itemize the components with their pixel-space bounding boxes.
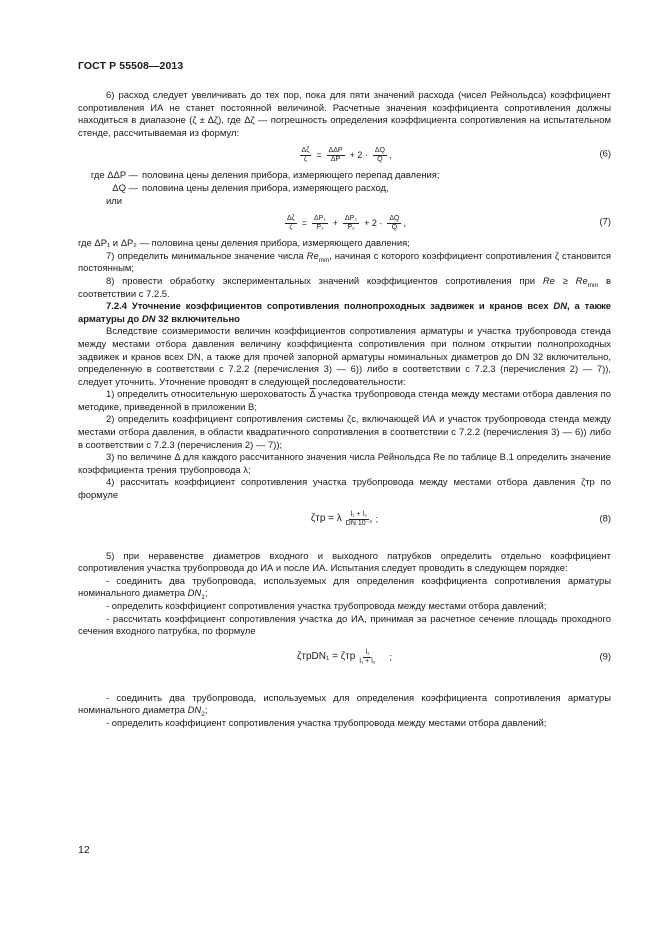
step-2: 2) определить коэффициент сопротивления системы ζc, включающей ИА и участок трубопровода стенда между местами отбора давления, в области квадратичного сопротивления в соответствии с 7.2.2 (перечисления 3) — 6)) либо в соответствии с 7.2.3 (перечисления 2) — 7));	[78, 414, 611, 451]
substep-determine-2: - определить коэффициент сопротивления участка трубопровода между местами отбора давлений;	[106, 717, 547, 729]
equation-number: (9)	[599, 651, 611, 663]
frac: $\frac{\text{l₁}}{\text{l₁ + l₂}}$	[359, 649, 376, 666]
paragraph-8: 8) провести обработку экспериментальных значений коэффициентов сопротивления при $Re \ge Re_{min}$ в соответствии с 7.2.5.	[78, 275, 611, 300]
frac: $\frac{\Delta Q}{Q}$	[389, 214, 400, 231]
substep-connect-dn1: - соединить два трубопровода, используемых для определения коэффициента сопротивления арматуры номинального диаметра $DN_1$;	[78, 575, 611, 602]
frac: $\frac{\Delta Q}{Q}$	[374, 146, 385, 163]
substep-calculate: - рассчитать коэффициент сопротивления участка до ИА, принимая за расчетное сечение площадь проходного сечения входного патрубка, по формуле	[78, 613, 611, 638]
formula-6: $\frac{\Delta\zeta}{\zeta}$ = $\frac{\text{ΔΔP}}{\Delta P}$ + 2 · $\frac{\Delta Q}{Q}$ , (6)	[301, 146, 611, 163]
formula-7: $\frac{\Delta\zeta}{\zeta}$ = $\frac{\text{ΔP₁}}{\text{P₁}}$ + $\frac{\text{ΔP₂}}{\text{P₂}}$ + 2 · $\frac{\Delta Q}{Q}$ , (7)	[287, 214, 611, 231]
step-5: 5) при неравенстве диаметров входного и выходного патрубков определить отдельно коэффициент сопротивления участка трубопровода до ИА и после ИА. Испытания следует проводить в следующем порядке:	[78, 550, 611, 575]
page-number: 12	[78, 844, 90, 856]
section-heading-7-2-4: 7.2.4 Уточнение коэффициентов сопротивления полнопроходных задвижек и кранов всех DN, а также арматуры до DN 32 включительно	[78, 301, 611, 325]
frac: $\frac{\Delta\zeta}{\zeta}$	[287, 214, 295, 231]
paragraph-intro: Вследствие соизмеримости величин коэффициентов сопротивления арматуры и участка трубопровода стенда между местами отбора давления величину коэффициента сопротивления при полном открытии полнопроходных задвижек и кранов всех DN, а также для прочей запорной арматуры номинальных диаметров до DN 32 включительно, определенную в соответствии с 7.2.2 (перечисления 3) — 6)) либо в соответствии с 7.2.3 (перечисления 2) — 7)), следует уточнить. Уточнение проводят в следующей последовательности:	[78, 326, 611, 388]
step-1: 1) определить относительную шероховатость $\overline{\Delta}$ участка трубопровода стенда между местами отбора давления по методике, приведенной в приложении В;	[78, 389, 611, 413]
step-4: 4) рассчитать коэффициент сопротивления участка трубопровода между местами отбора давления ζтр по формуле	[78, 477, 611, 502]
document-header: ГОСТ Р 55508—2013	[78, 60, 184, 72]
paragraph-6: 6) расход следует увеличивать до тех пор, пока для пяти значений расхода (чисел Рейнольдса) коэффициент сопротивления ИА не станет постоянной величиной. Расчетные значения коэффициента сопротивления должны находиться в диапазоне (ζ ± Δζ), где Δζ — погрешность определения коэффициента сопротивления на испытательном стенде, рассчитываемая из формул:	[78, 90, 611, 139]
substep-connect-dn2: - соединить два трубопровода, используемых для определения коэффициента сопротивления арматуры номинального диаметра $DN_2$;	[78, 692, 611, 719]
paragraph-7: 7) определить минимальное значение числа $Re_{min}$, начиная с которого коэффициент сопротивления ζ становится постоянным;	[78, 250, 611, 275]
equation-number: (8)	[599, 513, 611, 525]
document-body	[78, 90, 611, 731]
formula-8: ζтр = λ $\frac{\text{l₁ + l₂}}{\text{DN 10⁻³}}$ ; (8)	[310, 511, 611, 528]
formula-9: ζтрDN₁ = ζтр $\frac{\text{l₁}}{\text{l₁ + l₂}}$ ; (9)	[296, 649, 611, 666]
frac: $\frac{\text{l₁ + l₂}}{\text{DN 10⁻³}}$	[345, 511, 372, 528]
frac: $\frac{\Delta\zeta}{\zeta}$	[301, 146, 310, 163]
frac: $\frac{\text{ΔP₂}}{\text{P₂}}$	[345, 214, 358, 231]
equation-number: (6)	[599, 149, 611, 161]
frac: $\frac{\text{ΔΔP}}{\Delta P}$	[328, 146, 343, 163]
definition-row: где ΔΔP — половина цены деления прибора, измеряющего перепад давления;	[90, 170, 440, 182]
frac: $\frac{\text{ΔP₁}}{\text{P₁}}$	[314, 214, 326, 231]
equation-number: (7)	[599, 216, 611, 228]
step-3: 3) по величине Δ для каждого рассчитанного значения числа Рейнольдса Re по таблице В.1 определить значение коэффициента трения трубопровода λ;	[78, 452, 611, 476]
definition-row: ΔQ — половина цены деления прибора, измеряющего расход,	[112, 182, 389, 194]
or-label: или	[106, 195, 123, 207]
definition-p1-p2: где ΔP₁ и ΔP₂ — половина цены деления прибора, измеряющего давления;	[78, 238, 410, 250]
substep-determine-1: - определить коэффициент сопротивления участка трубопровода между местами отбора давлений;	[106, 601, 547, 612]
